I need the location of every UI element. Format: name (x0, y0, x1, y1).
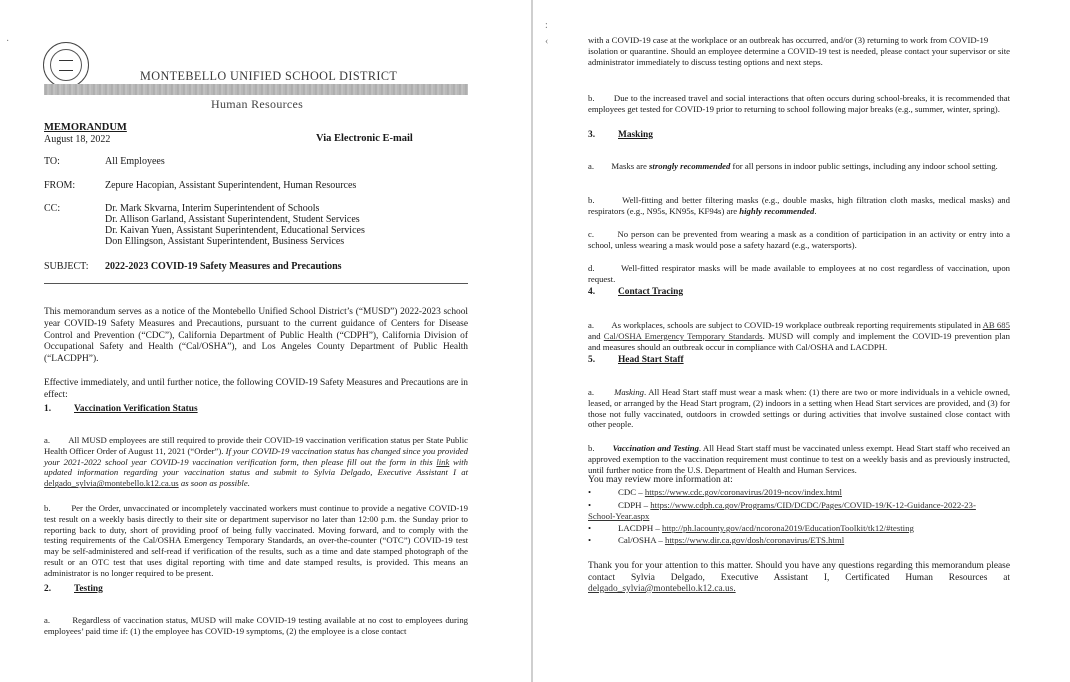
memo-label: MEMORANDUM (44, 122, 127, 133)
cc-item: Dr. Mark Skvarna, Interim Superintendent of Schools (105, 203, 320, 214)
delivery-method: Via Electronic E-mail (316, 133, 413, 144)
from-label: FROM: (44, 180, 76, 191)
memo-page-1 (0, 0, 532, 682)
closing-email-link[interactable]: delgado_sylvia@montebello.k12.ca.us. (588, 583, 736, 594)
section-3d-paragraph: d. Well-fitted respirator masks will be made available to employees at no cost regardless of vaccination, upon request. (588, 262, 1011, 284)
intro-paragraph: This memorandum serves as a notice of the Montebello Unified School District’s (“MUSD”) 2022-2023 school year COVID-19 Safety Measures and Precautions, pursuant to the current guidance of Centers for Disease Control and Prevention (“CDC”), California Department of Public Health (“CDPH”), California Division of Occupational Safety and Health (“Cal/OSHA”), and Los Angeles County Department of Public Health (“LACDPH”). (44, 307, 468, 364)
subject-label: SUBJECT: (44, 261, 89, 272)
to-label: TO: (44, 156, 60, 167)
section-1-heading: 1. Vaccination Verification Status (44, 404, 198, 414)
vaccination-form-link[interactable]: link (436, 456, 450, 467)
section-4-heading: 4. Contact Tracing (588, 287, 684, 297)
resource-lacdph: • LACDPH – http://ph.lacounty.gov/acd/ncorona2019/EducationToolkit/tk12/#testing (588, 523, 914, 533)
cdph-link-cont[interactable]: School-Year.aspx (588, 511, 650, 521)
subject-value: 2022-2023 COVID-19 Safety Measures and Precautions (105, 261, 342, 272)
scan-mark: ‹ (545, 36, 549, 47)
department-title: Human Resources (211, 97, 304, 111)
closing-paragraph: Thank you for your attention to this matter. Should you have any questions regarding this memorandum please contact Sylvia Delgado, Executive Assistant I, Certificated Human Resources at delgado_sylvia@montebello.k12.ca.us. (588, 561, 1010, 594)
email-link[interactable]: delgado_sylvia@montebello.k12.ca.us (44, 478, 179, 489)
cal-osha-ets-link[interactable]: Cal/OSHA Emergency Temporary Standards (603, 330, 763, 341)
resource-cdph: • CDPH – https://www.cdph.ca.gov/Programs/CID/DCDC/Pages/COVID-19/K-12-Guidance-2022-23- (588, 500, 976, 510)
lacdph-link[interactable]: http://ph.lacounty.gov/acd/ncorona2019/EducationToolkit/tk12/#testing (662, 523, 914, 533)
district-seal-logo (43, 42, 89, 88)
cc-item: Dr. Kaivan Yuen, Assistant Superintendent, Educational Services (105, 225, 365, 236)
section-5-heading: 5. Head Start Staff (588, 355, 684, 365)
section-2a-paragraph: a. Regardless of vaccination status, MUSD will make COVID-19 testing available at no cost to employees during employees’ paid time if: (1) the employee has COVID-19 symptoms, (2) the employee is a close contact (44, 614, 469, 636)
effective-paragraph: Effective immediately, and until further notice, the following COVID-19 Safety Measures and Precautions are in effect: (44, 378, 468, 400)
to-value: All Employees (105, 156, 165, 167)
section-3b-paragraph: b. Well-fitting and better filtering masks (e.g., double masks, high filtration cloth masks, medical masks) and respirators (e.g., N95s, KN95s, KF94s) are highly recommended. (588, 194, 1010, 216)
section-5b-paragraph: b. Vaccination and Testing. All Head Start staff must be vaccinated unless exempt. Head Start staff who received an approved exemption to the vaccination requirement must continue to test on a weekly basis and as previously instructed, until further notice from the U.S. Department of Health and Human Services. (588, 442, 1010, 475)
resource-calosha: • Cal/OSHA – https://www.dir.ca.gov/dosh/coronavirus/ETS.html (588, 535, 845, 545)
section-1a-paragraph: a. All MUSD employees are still required to provide their COVID-19 vaccination verification status per State Public Health Officer Order of August 11, 2021 (“Order”). If your COVID-19 vaccination status has changed since you provided your 2021-2022 school year COVID-19 vaccination verification form, then please fill out the form in this link with updated information regarding your vaccination status and submit to Sylvia Delgado, Executive Assistant I at delgado_sylvia@montebello.k12.ca.us as soon as possible. (44, 434, 469, 489)
cdc-link[interactable]: https://www.cdc.gov/coronavirus/2019-ncov/index.html (644, 487, 842, 497)
cc-label: CC: (44, 203, 61, 214)
cc-item: Dr. Allison Garland, Assistant Superintendent, Student Services (105, 214, 360, 225)
memo-page-2 (533, 0, 1070, 682)
header-rule (44, 283, 468, 284)
scan-mark: : (545, 20, 548, 31)
ab-685-link[interactable]: AB 685 (982, 319, 1010, 330)
section-4a-paragraph: a. As workplaces, schools are subject to COVID-19 workplace outbreak reporting requirements stipulated in AB 685 and Cal/OSHA Emergency Temporary Standards. MUSD will comply and implement the COVID-19 prevention plan and measures should an outbreak occur in compliance with Cal/OSHA and LACDPH. (588, 319, 1011, 352)
section-3c-paragraph: c. No person can be prevented from wearing a mask as a condition of participation in an activity or entry into a school, unless wearing a mask would pose a safety hazard (e.g., watersports). (588, 228, 1011, 250)
section-2b-paragraph: b. Due to the increased travel and social interactions that often occurs during school-breaks, it is recommended that employees get tested for COVID-19 prior to returning to school following major breaks (e.g., summer, winter, spring). (588, 92, 1010, 114)
header-bar (44, 84, 468, 95)
calosha-link[interactable]: https://www.dir.ca.gov/dosh/coronavirus/ETS.html (664, 535, 845, 545)
memo-date: August 18, 2022 (44, 134, 111, 145)
from-value: Zepure Hacopian, Assistant Superintendent, Human Resources (105, 180, 357, 191)
district-name: MONTEBELLO UNIFIED SCHOOL DISTRICT (140, 69, 398, 83)
section-2a-continued: with a COVID-19 case at the workplace or an outbreak has occurred, and/or (3) returning to work from COVID-19 isolation or quarantine. Should an employee determine a COVID-19 test is needed, please contact your supervisor or site administrator immediately to discuss testing options and next steps. (588, 34, 1010, 67)
section-2-heading: 2. Testing (44, 584, 103, 594)
cdph-link[interactable]: https://www.cdph.ca.gov/Programs/CID/DCDC/Pages/COVID-19/K-12-Guidance-2022-23- (650, 500, 976, 510)
section-3a-paragraph: a. Masks are strongly recommended for all persons in indoor public settings, including any indoor school setting. (588, 160, 998, 171)
scan-mark: · (6, 36, 10, 47)
cc-item: Don Ellingson, Assistant Superintendent, Business Services (105, 236, 345, 247)
section-1b-paragraph: b. Per the Order, unvaccinated or incompletely vaccinated workers must continue to provide a negative COVID-19 test result on a weekly basis directly to their site or department supervisor no later than 12:00 p.m. the Sunday prior to reporting back to duty, short of providing proof of being fully vaccinated. Moving forward, and to comply with the testing requirements of the Cal/OSHA Emergency Temporary Standards, an over-the-counter (“OTC”) COVID-19 test may be self-administered and self-read if verification of the results, such as a time and date stamped photograph of the result or an OTC test that uses digital reporting with time and date stamped results, is provided. This means an administrator is no longer required to be present. (44, 502, 468, 579)
section-3-heading: 3. Masking (588, 130, 653, 140)
review-intro: You may review more information at: (588, 474, 733, 485)
section-5a-paragraph: a. Masking. All Head Start staff must wear a mask when: (1) there are two or more individuals in a vehicle owned, leased, or arranged by the Head Start program, (2) indoors in a setting when Head Start services are provided, and (3) for those not fully vaccinated, outdoors in crowded settings or during activities that involve sustained close contact with other people. (588, 386, 1011, 430)
resource-cdph-cont (588, 511, 649, 521)
resource-cdc: • CDC – https://www.cdc.gov/coronavirus/2019-ncov/index.html (588, 487, 842, 497)
